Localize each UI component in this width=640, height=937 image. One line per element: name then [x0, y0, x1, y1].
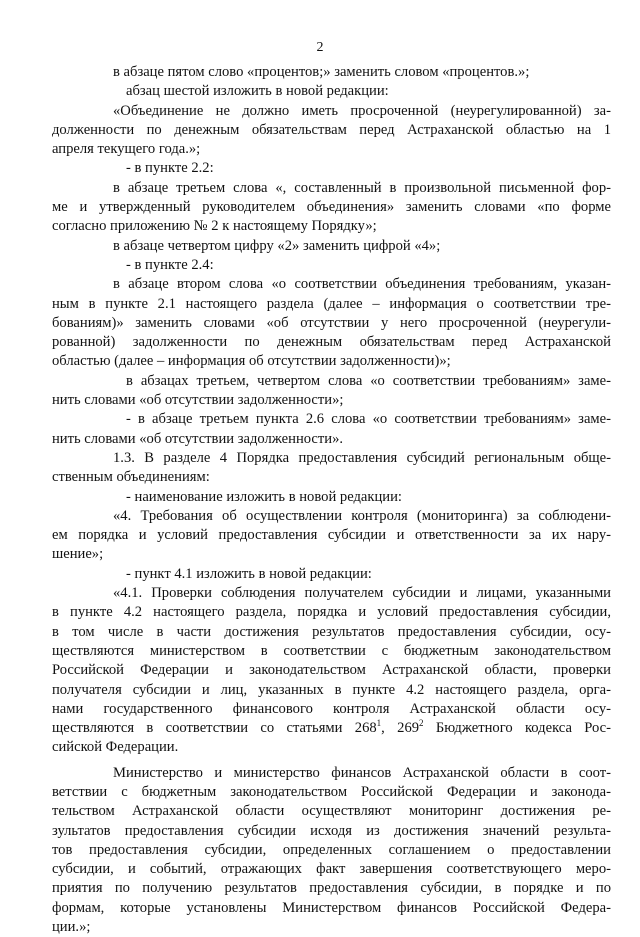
- text-segment: ществляются в соответствии со статьями 268: [52, 720, 377, 737]
- text-line: формам, которые установлены Министерством финансов Российской Федера-: [52, 899, 611, 916]
- text-line: ции.»;: [52, 919, 91, 936]
- document-body: [52, 63, 612, 937]
- text-line: «Объединение не должно иметь просроченной (неурегулированной) за-: [113, 102, 611, 119]
- text-line: в том числе в части достижения результатов предоставления субсидии, осу-: [52, 623, 611, 640]
- text-line: в абзацах третьем, четвертом слова «о соответствии требованиям» заме-: [126, 372, 611, 389]
- text-line: «4. Требования об осуществлении контроля (мониторинга) за соблюдени-: [113, 507, 611, 524]
- text-line: «4.1. Проверки соблюдения получателем субсидии и лицами, указанными: [113, 585, 611, 602]
- text-line: ществляются министерством в соответствии с бюджетным законодательством: [52, 642, 611, 659]
- text-line: - наименование изложить в новой редакции:: [126, 488, 402, 505]
- text-line: тельством Астраханской области осуществляют мониторинг достижения ре-: [52, 803, 611, 820]
- text-line: - в абзаце третьем пункта 2.6 слова «о соответствии требованиям» заме-: [126, 411, 611, 428]
- text-line: ветствии с бюджетным законодательством Российской Федерации и законода-: [52, 783, 611, 800]
- text-line: апреля текущего года.»;: [52, 141, 201, 158]
- text-line: долженности по денежным обязательствам перед Астраханской областью на 1: [52, 121, 611, 138]
- text-segment: , 269: [381, 720, 420, 737]
- text-line: субсидии, и событий, отражающих факт завершения соответствующего меро-: [52, 861, 611, 878]
- text-line: зультатов предоставления субсидии исходя из достижения значений результа-: [52, 822, 611, 839]
- superscript: 2: [419, 718, 424, 729]
- text-line: ме и утвержденный руководителем объединения» заменить словами «по форме: [52, 199, 611, 216]
- text-line: ственным объединениям:: [52, 469, 210, 486]
- text-line: областью (далее – информация об отсутствии задолженности)»;: [52, 353, 451, 370]
- text-line: ным в пункте 2.1 настоящего раздела (далее – информация о соответствии тре-: [52, 295, 611, 312]
- text-line: в абзаце четвертом цифру «2» заменить цифрой «4»;: [113, 237, 441, 254]
- text-line: абзац шестой изложить в новой редакции:: [126, 83, 389, 100]
- page-number: 2: [316, 40, 324, 55]
- text-line: Министерство и министерство финансов Астраханской области в соот-: [113, 764, 611, 781]
- text-line: нить словами «об отсутствии задолженности».: [52, 430, 344, 447]
- text-line: в пункте 4.2 настоящего раздела, порядка и условий предоставления субсидии,: [52, 604, 611, 621]
- text-line: в абзаце третьем слова «, составленный в произвольной письменной фор-: [113, 179, 611, 196]
- text-line: шение»;: [52, 546, 104, 563]
- text-line: бованиям)» заменить словами «об отсутствии у него просроченной (неурегули-: [52, 314, 611, 331]
- text-segment: Бюджетного кодекса Рос-: [423, 720, 612, 737]
- text-line: в абзаце втором слова «о соответствии объединения требованиям, указан-: [113, 276, 611, 293]
- text-line: [52, 719, 611, 738]
- text-line: в абзаце пятом слово «процентов;» заменить словом «процентов.»;: [113, 64, 530, 80]
- text-line: - пункт 4.1 изложить в новой редакции:: [126, 565, 372, 582]
- text-line: 1.3. В разделе 4 Порядка предоставления субсидий региональным обще-: [113, 449, 611, 466]
- text-line: тов предоставления субсидии, определенных соглашением о предоставлении: [52, 841, 611, 858]
- text-line: - в пункте 2.4:: [126, 256, 214, 273]
- superscript: 1: [376, 718, 382, 729]
- text-line: ем порядка и условий предоставления субсидии и ответственности за их нару-: [52, 527, 611, 544]
- text-line: - в пункте 2.2:: [126, 160, 214, 177]
- text-line: получателя субсидии и лиц, указанных в пункте 4.2 настоящего раздела, орга-: [52, 681, 611, 698]
- text-line: Российской Федерации и законодательством Астраханской области, проверки: [52, 662, 611, 679]
- text-line: сийской Федерации.: [52, 739, 179, 756]
- text-line: согласно приложению № 2 к настоящему Порядку»;: [52, 218, 377, 235]
- text-line: нить словами «об отсутствии задолженности»;: [52, 392, 344, 409]
- text-line: нами государственного финансового контроля Астраханской области осу-: [52, 700, 611, 717]
- text-line: рованной) задолженности по денежным обязательствам перед Астраханской: [52, 334, 611, 351]
- text-line: приятия по получению результатов предоставления субсидии, в порядке и по: [52, 880, 611, 897]
